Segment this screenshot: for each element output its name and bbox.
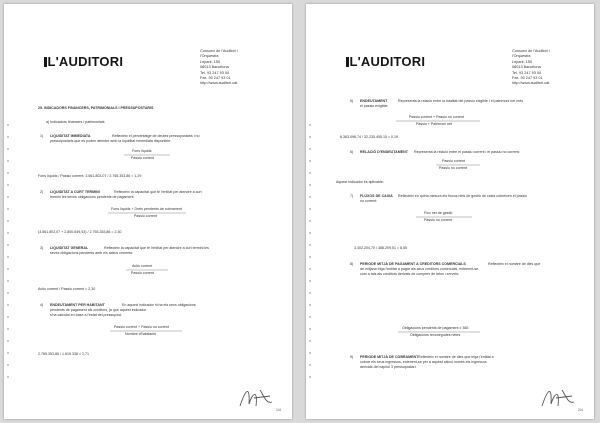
- header-address: Consorci de l'Auditori i l'Orquestra Lepant, 150 08013 Barcelona Tel. 93 247 93 00 Fax. 93 247 93 01 http://www.auditori.cat: [200, 49, 238, 86]
- item-title: LIQUIDITAT IMMEDIATA: [50, 134, 91, 138]
- result-line: Fons líquids / Passiu corrent: 3.561.803,07 / 2.765.353,86 = 1,29: [38, 174, 142, 178]
- item-number: 4): [40, 303, 44, 307]
- item-text: no corrent:: [360, 199, 378, 203]
- item-text: Reflecteix el nombre de dies que: [488, 262, 541, 266]
- item-text: Reflecteix el nombre de dies que triga l'entitat a: [418, 355, 494, 359]
- header-address: Consorci de l'Auditori i l'Orquestra Lepant, 150 08013 Barcelona Tel. 93 247 93 00 Fax. 93 247 93 01 http://www.auditori.cat: [512, 49, 550, 86]
- item-text: Reflecteix la capacitat que té l'entitat per atendre a curt: [114, 190, 202, 194]
- item-text: Representa la relació entre el passiu corrent i el passiu no corrent:: [414, 150, 520, 154]
- item-number: 1): [40, 134, 44, 138]
- section-title: 25. INDICADORS FINANCERS, PATRIMONIALS I PRESSUPOSTARIS: [38, 106, 154, 110]
- item-text: termini les seves obligacions pendents de pagament.: [50, 195, 135, 199]
- formula-numerator: Actiu corrent: [132, 264, 153, 268]
- result-line: (3.561.803,07 + 2.800.649,53) / 2.765.353,86 = 2,30: [38, 230, 122, 234]
- formula-denominator: Passiu corrent: [131, 156, 154, 160]
- formula-denominator: Nombre d'habitants: [125, 332, 157, 336]
- subtitle: Aquest indicador és aplicable:: [336, 180, 384, 184]
- item-number: 9): [350, 355, 354, 359]
- formula-numerator: Fons líquids: [132, 149, 152, 153]
- item-text: el passiu exigible:: [360, 104, 389, 108]
- item-text: Representa la relació entre la totalitat del passiu exigible i el patrimoni net més: [398, 99, 524, 103]
- binder-holes: [309, 124, 311, 388]
- auditori-logo: L'AUDITORI: [346, 54, 425, 69]
- item-text: s'ha calculat en base a l'estat del pressupost.: [50, 313, 123, 317]
- document-page-right: [306, 4, 594, 419]
- item-number: 5): [350, 99, 354, 103]
- formula-numerator: Obligacions pendents de pagament x 365: [402, 326, 469, 330]
- document-page-left: [4, 4, 292, 419]
- item-text: derivats del capítol 3 pressupostari.: [360, 365, 417, 369]
- item-text: pressupostaris que es poden atendre amb la liquiditat immediata disponible:: [50, 139, 172, 143]
- formula-numerator: Flux net de gestió: [424, 211, 453, 215]
- item-number: 7): [350, 194, 354, 198]
- item-title: LIQUIDITAT GENERAL: [50, 246, 89, 250]
- result-line: 6.363.096,74 / 32.235.455,15 = 0,19: [340, 135, 399, 139]
- binder-holes: [7, 124, 9, 388]
- result-line: Actiu corrent / Passiu corrent = 2,30: [38, 287, 96, 291]
- subtitle: a) Indicadors financers i patrimonials: [46, 120, 105, 124]
- formula-denominator: Passiu corrent: [134, 214, 157, 218]
- formula-denominator: Passiu no corrent: [439, 166, 467, 170]
- item-text: pendents de pagament als creditors, ja que aquest indicador: [50, 308, 147, 312]
- item-number: 6): [350, 150, 354, 154]
- formula-denominator: Passiu no corrent: [424, 218, 452, 222]
- formula-denominator: Obligacions reconegudes netes: [410, 333, 461, 337]
- item-title: LIQUIDITAT A CURT TERMINI: [50, 190, 100, 194]
- signature-mark: [236, 382, 276, 412]
- formula-numerator: Passiu corrent: [442, 159, 465, 163]
- formula-numerator: Passiu corrent + Passiu no corrent: [409, 115, 465, 119]
- item-text: com a tals als creditors derivats de compres de béns i serveis:: [360, 272, 460, 276]
- page-number: 1/4: [276, 408, 281, 412]
- formula-numerator: Fons líquids + Drets pendents de cobrament: [111, 207, 182, 211]
- item-text: de mitjana triga l'entitat a pagar als seus creditors comercials, entenent-se: [360, 267, 479, 271]
- item-title: PERIODE MITJÀ DE COBRAMENT: [360, 355, 419, 359]
- item-title: PERIODE MITJÀ DE PAGAMENT A CREDITORS COMERCIALS: [360, 262, 466, 266]
- item-number: 3): [40, 246, 44, 250]
- item-text: Reflecteix en quina mesura els fluxos nets de gestió de caixa cobreixen el passiu: [398, 194, 528, 198]
- signature-mark: [538, 382, 578, 412]
- item-title: ENDEUTAMENT: [360, 99, 388, 103]
- item-number: 8): [350, 262, 354, 266]
- item-text: En aquest indicador hi ha els seus obligacions: [122, 303, 196, 307]
- item-text: seves obligacions pendents amb els actius corrents:: [50, 251, 134, 255]
- result-line: 3.302.204,70 / 386.209,51 = 8,55: [354, 246, 408, 250]
- item-number: 2): [40, 190, 44, 194]
- item-title: RELACIÓ D'ENDEUTAMENT: [360, 150, 408, 154]
- formula-numerator: Passiu corrent + Passiu no corrent: [114, 325, 170, 329]
- page-number: 2/4: [578, 408, 583, 412]
- formula-denominator: Passiu corrent: [131, 271, 154, 275]
- item-text: Reflecteix el percentatge de deutes pressupostaris i no: [112, 134, 200, 138]
- auditori-logo: L'AUDITORI: [44, 54, 123, 69]
- item-title: ENDEUTAMENT PER HABITANT: [50, 303, 105, 307]
- item-title: FLUXOS DE CAIXA: [360, 194, 393, 198]
- formula-denominator: Passiu + Patrimoni net: [416, 122, 453, 126]
- item-text: Reflecteix la capacitat que té l'entitat per atendre a curt termini les: [104, 246, 209, 250]
- result-line: 2.765.353,86 / 1.619.338 = 1,71: [38, 352, 90, 356]
- item-text: cobrar els seus ingressos, entenent-se per a aquest càlcul només els ingressos: [360, 360, 487, 364]
